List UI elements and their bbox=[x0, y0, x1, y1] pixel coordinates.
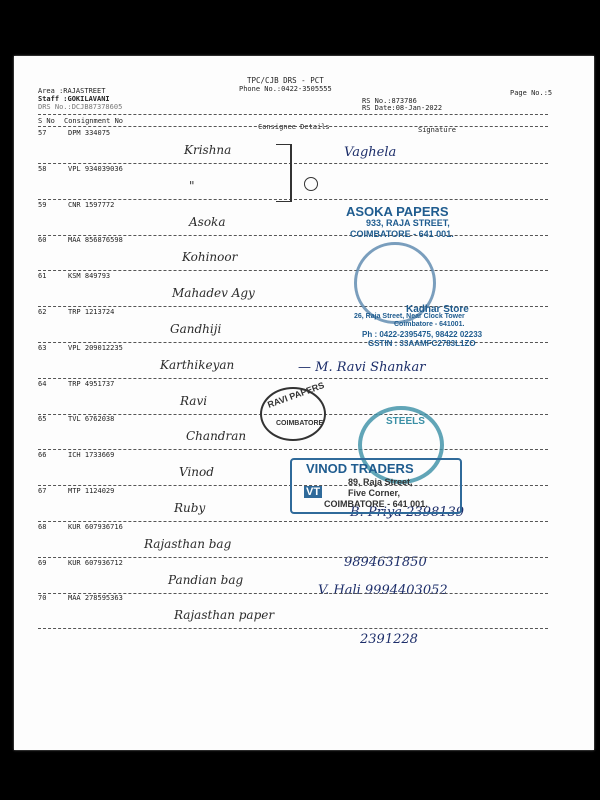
row-consignee-name: Gandhiji bbox=[170, 322, 222, 336]
doc-title: TPC/CJB DRS - PCT bbox=[247, 76, 324, 85]
row-sno: 65 bbox=[38, 415, 47, 424]
row-signature: — M. Ravi Shankar bbox=[298, 359, 426, 375]
header-divider bbox=[38, 114, 548, 115]
row-consignee-name: Pandian bag bbox=[168, 572, 244, 587]
row-divider bbox=[38, 199, 548, 200]
row-consignment-no: CNR 1597772 bbox=[68, 200, 115, 209]
row-sno: 70 bbox=[38, 594, 47, 603]
col-consignment: Consignment No bbox=[64, 117, 124, 125]
row-sno: 58 bbox=[38, 164, 47, 173]
drs-number: DRS No.:DCJB87378605 bbox=[38, 103, 123, 111]
row-divider bbox=[38, 270, 548, 271]
row-consignment-no: VPL 209012235 bbox=[68, 343, 123, 352]
col-signature: Signature bbox=[418, 126, 456, 134]
row-consignment-no: DPM 334075 bbox=[68, 129, 111, 137]
row-consignee-name: Ruby bbox=[174, 501, 206, 515]
row-consignee-name: Ravi bbox=[180, 393, 208, 408]
row-sno: 63 bbox=[38, 343, 47, 352]
row-consignee-name: Rajasthan paper bbox=[174, 608, 275, 623]
phone-number: Phone No.:0422-3505555 bbox=[239, 85, 332, 93]
row-consignee-name: Mahadev Agy bbox=[172, 286, 255, 301]
row-signature: V. Hali 9994403052 bbox=[318, 582, 448, 598]
row-consignment-no: MAA 278595363 bbox=[68, 594, 123, 603]
row-sno: 60 bbox=[38, 236, 47, 245]
circle-mark bbox=[304, 177, 318, 191]
row-divider bbox=[38, 628, 548, 629]
row-signature: 2391228 bbox=[360, 632, 418, 648]
row-consignee-name: Rajasthan bag bbox=[144, 536, 232, 551]
row-sno: 67 bbox=[38, 487, 47, 495]
col-sno: S No bbox=[38, 117, 55, 125]
row-consignee-name: Vinod bbox=[179, 465, 214, 480]
row-consignee-name: " bbox=[189, 178, 195, 193]
row-consignment-no: ICH 1733669 bbox=[68, 451, 115, 460]
row-divider bbox=[38, 378, 548, 379]
row-divider bbox=[38, 306, 548, 307]
row-consignee-name: Asoka bbox=[189, 214, 226, 229]
row-consignment-no: KUR 607936712 bbox=[68, 558, 123, 567]
row-consignee-name: Karthikeyan bbox=[160, 357, 235, 372]
row-sno: 61 bbox=[38, 272, 47, 281]
row-consignee-name: Chandran bbox=[186, 429, 247, 444]
row-sno: 66 bbox=[38, 451, 47, 460]
bracket-mark bbox=[276, 144, 292, 202]
row-consignment-no: KSM 849793 bbox=[68, 272, 111, 281]
row-consignment-no: VPL 934039036 bbox=[68, 164, 123, 173]
row-consignment-no: MTP 1124029 bbox=[68, 487, 115, 495]
row-sno: 64 bbox=[38, 379, 47, 388]
row-sno: 57 bbox=[38, 129, 47, 137]
row-consignment-no: TRP 4951737 bbox=[68, 379, 115, 388]
rs-date: RS Date:08-Jan-2022 bbox=[362, 104, 443, 112]
row-consignment-no: MAA 856876598 bbox=[68, 236, 123, 245]
row-sno: 62 bbox=[38, 308, 47, 316]
row-sno: 69 bbox=[38, 558, 47, 567]
row-signature: B. Priya 2398139 bbox=[350, 505, 465, 520]
row-signature: Vaghela bbox=[344, 145, 397, 160]
row-signature: 9894631850 bbox=[344, 554, 427, 570]
rs-number: RS No.:873786 bbox=[362, 97, 417, 105]
row-consignment-no: KUR 607936716 bbox=[68, 522, 123, 531]
col-consignee: Consignee Details bbox=[258, 123, 330, 131]
row-consignee-name: Krishna bbox=[184, 143, 232, 157]
row-sno: 59 bbox=[38, 200, 47, 209]
drs-sheet: TPC/CJB DRS - PCT Phone No.:0422-3505555 Area :RAJASTREET Staff :GOKILAVANI DRS No.:DCJB87378605 RS No.:873786 Page No.:5 RS Date:08-Jan-2022 S No Consignment No Consignee Details Signature 57 DPM 334075 Krishna Vaghela 58 VPL 934039036 " 59 CNR 1597772 Asoka 60 MAA 856876598 Kohinoor 61 KSM 849793 Mahadev Agy 62 TRP 1213724 Gandhiji 63 VPL 209012235 Karthikeyan — M. Ravi Shankar 64 TRP 4951737 Ravi 65 TVL 6762038 Chandran 66 ICH 1733669 Vinod 67 MTP 1124029 Ruby B. Priya 2398139 68 KUR 607936716 Rajasthan bag 9894631850 69 KUR 607936712 Pandian bag V. Hali 9994403052 70 MAA 278595363 Rajasthan paper 2391228 ASOKA PAPERS 933, RAJA STREET, COIMBATORE - 641 001. Kadhar Store 26, Raja Street, Near Clock Tower Coimbatore - 641001. Ph : 0422-2395475, 98422 02233 GSTIN : 33AAMFC2783L1ZO RAVI PAPERS COIMBATORE STEELS VINOD TRADERS 89, Raja Street, Five Corner, COIMBATORE - 641 001. VT bbox=[14, 56, 594, 750]
row-divider bbox=[38, 449, 548, 450]
column-divider bbox=[38, 126, 548, 127]
row-consignment-no: TVL 6762038 bbox=[68, 415, 115, 424]
row-sno: 68 bbox=[38, 522, 47, 531]
row-consignment-no: TRP 1213724 bbox=[68, 308, 115, 316]
area: Area :RAJASTREET bbox=[38, 87, 106, 95]
staff: Staff :GOKILAVANI bbox=[38, 95, 110, 103]
page-number: Page No.:5 bbox=[510, 89, 553, 97]
row-consignee-name: Kohinoor bbox=[182, 250, 238, 265]
